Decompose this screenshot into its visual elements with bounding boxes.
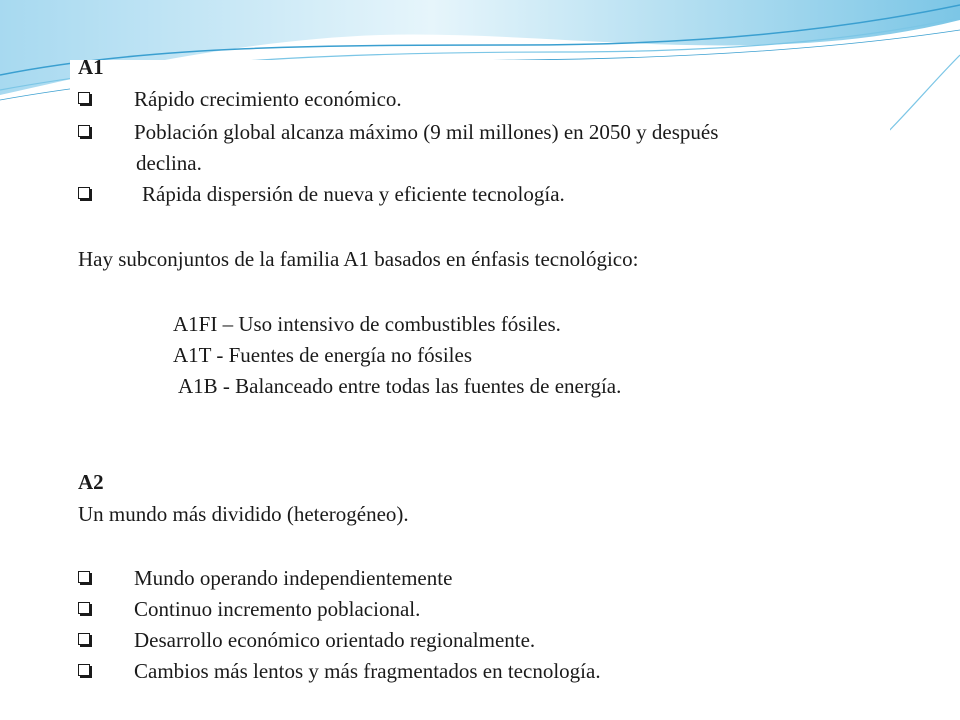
checkbox-bullet-icon: [78, 664, 90, 676]
list-item-text: Continuo incremento poblacional.: [134, 597, 421, 621]
checkbox-bullet-icon: [78, 187, 90, 199]
list-item-text: Desarrollo económico orientado regionalmente.: [134, 628, 536, 652]
list-item-text: Cambios más lentos y más fragmentados en tecnología.: [134, 659, 601, 683]
list-item-text: Rápido crecimiento económico.: [134, 87, 402, 111]
list-item-text: Rápida dispersión de nueva y eficiente tecnología.: [142, 182, 565, 206]
checkbox-bullet-icon: [78, 633, 90, 645]
checkbox-bullet-icon: [78, 125, 90, 137]
a2-intro: Un mundo más dividido (heterogéneo).: [78, 502, 409, 526]
list-item: [78, 182, 565, 206]
section-heading-a1: A1: [78, 55, 104, 79]
list-item-continuation: declina.: [136, 151, 202, 175]
checkbox-bullet-icon: [78, 92, 90, 104]
list-item: [78, 597, 420, 621]
checkbox-bullet-icon: [78, 571, 90, 583]
section-heading-a2: A2: [78, 470, 104, 494]
list-item: [78, 566, 452, 590]
list-item-text: Población global alcanza máximo (9 mil millones) en 2050 y después: [134, 120, 719, 144]
subset-item: A1T - Fuentes de energía no fósiles: [173, 343, 472, 367]
list-item: [78, 87, 402, 111]
list-item: [78, 120, 718, 144]
list-item: [78, 628, 535, 652]
subsets-intro: Hay subconjuntos de la familia A1 basados en énfasis tecnológico:: [78, 247, 639, 271]
checkbox-bullet-icon: [78, 602, 90, 614]
list-item: [78, 659, 601, 683]
subset-item: A1FI – Uso intensivo de combustibles fósiles.: [173, 312, 561, 336]
subset-item: A1B - Balanceado entre todas las fuentes de energía.: [178, 374, 622, 398]
list-item-text: Mundo operando independientemente: [134, 566, 453, 590]
